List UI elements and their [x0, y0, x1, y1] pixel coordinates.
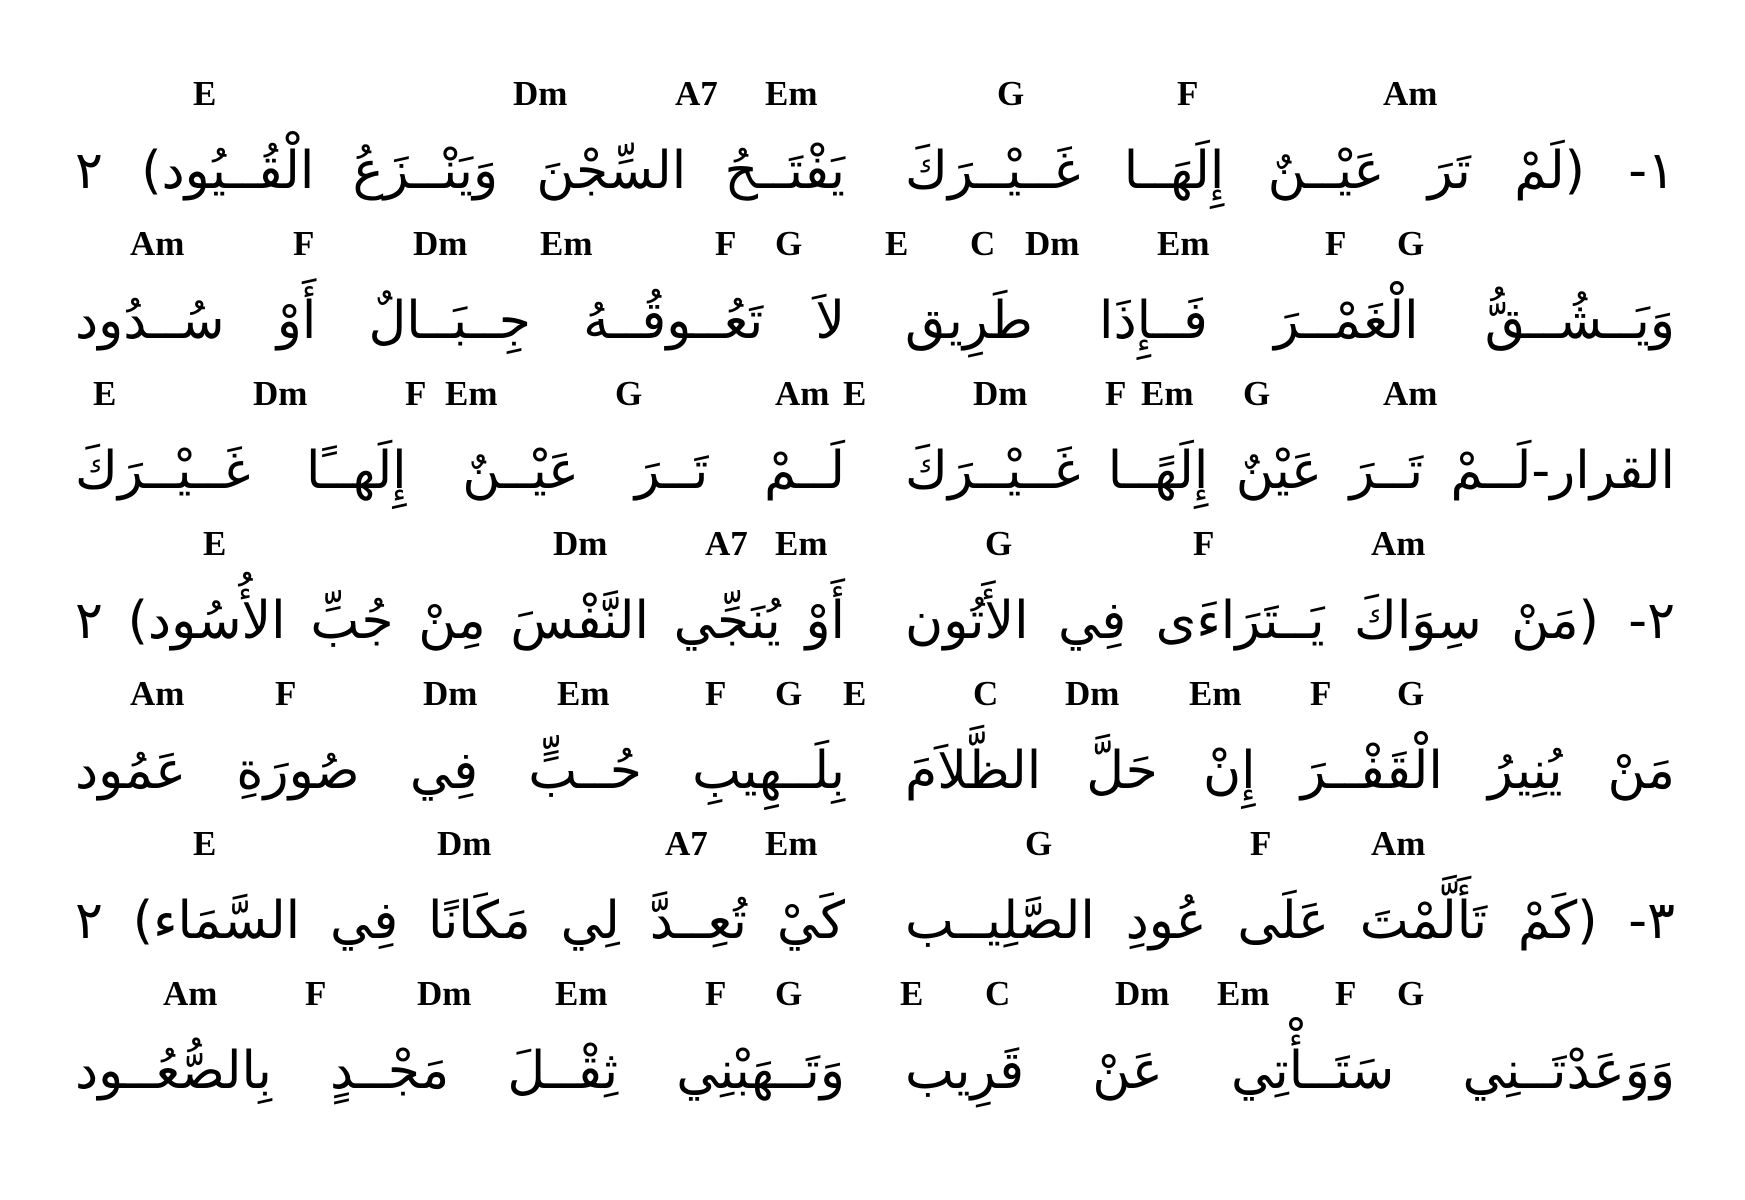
chord-row: [905, 74, 1675, 124]
chord-label: Em: [1157, 224, 1210, 263]
chord-row: [75, 974, 845, 1024]
song-line: [885, 224, 1675, 374]
chord-row: [900, 974, 1675, 1024]
chord-label: A7: [675, 74, 718, 113]
song-line: [843, 374, 1675, 524]
chord-label: A7: [705, 524, 748, 563]
chord-label: F: [305, 974, 327, 1013]
chord-label: G: [775, 224, 803, 263]
lyric-line: وَيَــشُــقُّ الْغَمْــرَ فَــإِذَا طَرِيق: [905, 291, 1675, 351]
chord-label: Dm: [253, 374, 308, 413]
chord-label: Am: [130, 674, 185, 713]
song-line: [843, 674, 1675, 824]
chord-label: E: [93, 374, 117, 413]
chord-label: F: [1335, 974, 1357, 1013]
lyric-line: ٢- (مَنْ سِوَاكَ يَــتَرَاءَى فِي الأَتُون: [905, 591, 1675, 651]
left-column: [75, 74, 845, 1124]
chord-row: [75, 224, 845, 274]
lyric-line: ١- (لَمْ تَرَ عَيْــنٌ إِلَهَــا غَــيْــرَكَ: [905, 141, 1675, 201]
chord-label: E: [843, 674, 867, 713]
chord-label: Em: [540, 224, 593, 263]
lyric-line: لاَ تَعُــوقُــهُ جِــبَــالٌ أَوْ سُــدُود: [75, 291, 845, 351]
chord-row: [75, 524, 845, 574]
chord-row: [885, 224, 1675, 274]
chord-label: Am: [1371, 824, 1426, 863]
chord-label: Dm: [437, 824, 492, 863]
song-line: [905, 524, 1675, 674]
chord-label: G: [1397, 974, 1425, 1013]
lyric-line: القرار-لَــمْ تَــرَ عَيْنٌ إِلَهًــا غَــيْــرَكَ: [905, 441, 1675, 501]
chord-row: [905, 824, 1675, 874]
chord-label: G: [1397, 224, 1425, 263]
chord-row: [75, 674, 845, 724]
chord-row: [843, 374, 1675, 424]
lyric-line: ٣- (كَمْ تَأَلَّمْتَ عَلَى عُودِ الصَّلِيــب: [905, 891, 1675, 951]
chord-label: G: [1243, 374, 1271, 413]
chord-label: F: [1250, 824, 1272, 863]
chord-label: E: [885, 224, 909, 263]
chord-label: Dm: [423, 674, 478, 713]
chord-row: [905, 524, 1675, 574]
chord-label: F: [1105, 374, 1127, 413]
lyric-line: كَيْ تُعِــدَّ لِي مَكَانًا فِي السَّمَاء) ٢: [75, 891, 845, 951]
lyric-line: مَنْ يُنِيرُ الْقَفْــرَ إِنْ حَلَّ الظَّلاَمَ: [905, 741, 1675, 801]
chord-label: Em: [1141, 374, 1194, 413]
chord-label: Am: [775, 374, 830, 413]
chord-label: Am: [1383, 374, 1438, 413]
chord-label: Em: [1189, 674, 1242, 713]
song-line: [905, 74, 1675, 224]
chord-label: E: [843, 374, 867, 413]
chord-label: Am: [163, 974, 218, 1013]
chord-label: Am: [1371, 524, 1426, 563]
chord-label: Em: [445, 374, 498, 413]
lyric-line: وَوَعَدْتَــنِي سَتَــأْتِي عَنْ قَرِيب: [905, 1041, 1675, 1101]
chord-label: F: [293, 224, 315, 263]
chord-label: F: [705, 974, 727, 1013]
chord-label: F: [275, 674, 297, 713]
song-line: [75, 824, 845, 974]
chord-label: F: [405, 374, 427, 413]
chord-label: A7: [665, 824, 708, 863]
chord-label: G: [615, 374, 643, 413]
chord-label: Em: [775, 524, 828, 563]
chord-label: Em: [765, 74, 818, 113]
chord-label: E: [193, 824, 217, 863]
chord-label: F: [1177, 74, 1199, 113]
chord-row: [75, 74, 845, 124]
chord-label: Am: [130, 224, 185, 263]
chord-label: Em: [557, 674, 610, 713]
song-line: [900, 974, 1675, 1124]
chord-row: [843, 674, 1675, 724]
right-column: [843, 74, 1675, 1124]
chord-label: G: [997, 74, 1025, 113]
chord-label: Dm: [553, 524, 608, 563]
chord-label: E: [203, 524, 227, 563]
chord-label: G: [1025, 824, 1053, 863]
chord-label: F: [1325, 224, 1347, 263]
song-line: [75, 974, 845, 1124]
chord-label: G: [775, 974, 803, 1013]
chord-label: G: [1397, 674, 1425, 713]
chord-label: C: [985, 974, 1011, 1013]
song-line: [75, 674, 845, 824]
chord-label: E: [900, 974, 924, 1013]
chord-label: Dm: [417, 974, 472, 1013]
chord-label: Dm: [1115, 974, 1170, 1013]
chord-label: Am: [1383, 74, 1438, 113]
lyric-line: لَــمْ تَــرَ عَيْــنٌ إِلَهــًا غَــيْــرَكَ: [75, 441, 845, 501]
chord-label: C: [973, 674, 999, 713]
chord-label: E: [193, 74, 217, 113]
lyric-line: أَوْ يُنَجِّي النَّفْسَ مِنْ جُبِّ الأُسُود) ٢: [75, 591, 845, 651]
song-line: [75, 524, 845, 674]
chord-label: G: [775, 674, 803, 713]
chord-label: Dm: [973, 374, 1028, 413]
chord-label: Dm: [1025, 224, 1080, 263]
chord-label: C: [970, 224, 996, 263]
lyric-line: يَفْتَــحُ السِّجْنَ وَيَنْــزَعُ الْقُــيُود) ٢: [75, 141, 845, 201]
chord-label: F: [705, 674, 727, 713]
chord-label: Em: [555, 974, 608, 1013]
lyric-line: بِلَــهِيبِ حُــبٍّ فِي صُورَةِ عَمُود: [75, 741, 845, 801]
chord-row: [75, 824, 845, 874]
chord-label: Em: [765, 824, 818, 863]
chord-label: Dm: [1065, 674, 1120, 713]
chord-label: F: [1310, 674, 1332, 713]
chord-label: F: [1193, 524, 1215, 563]
chord-label: Em: [1217, 974, 1270, 1013]
song-line: [75, 224, 845, 374]
song-line: [75, 374, 845, 524]
song-line: [905, 824, 1675, 974]
lyric-line: وَتَــهَبْنِي ثِقْــلَ مَجْــدٍ بِالصُّعُــود: [75, 1041, 845, 1101]
chord-label: Dm: [413, 224, 468, 263]
chord-label: F: [715, 224, 737, 263]
chord-label: G: [985, 524, 1013, 563]
song-line: [75, 74, 845, 224]
chord-row: [75, 374, 845, 424]
chord-label: Dm: [513, 74, 568, 113]
